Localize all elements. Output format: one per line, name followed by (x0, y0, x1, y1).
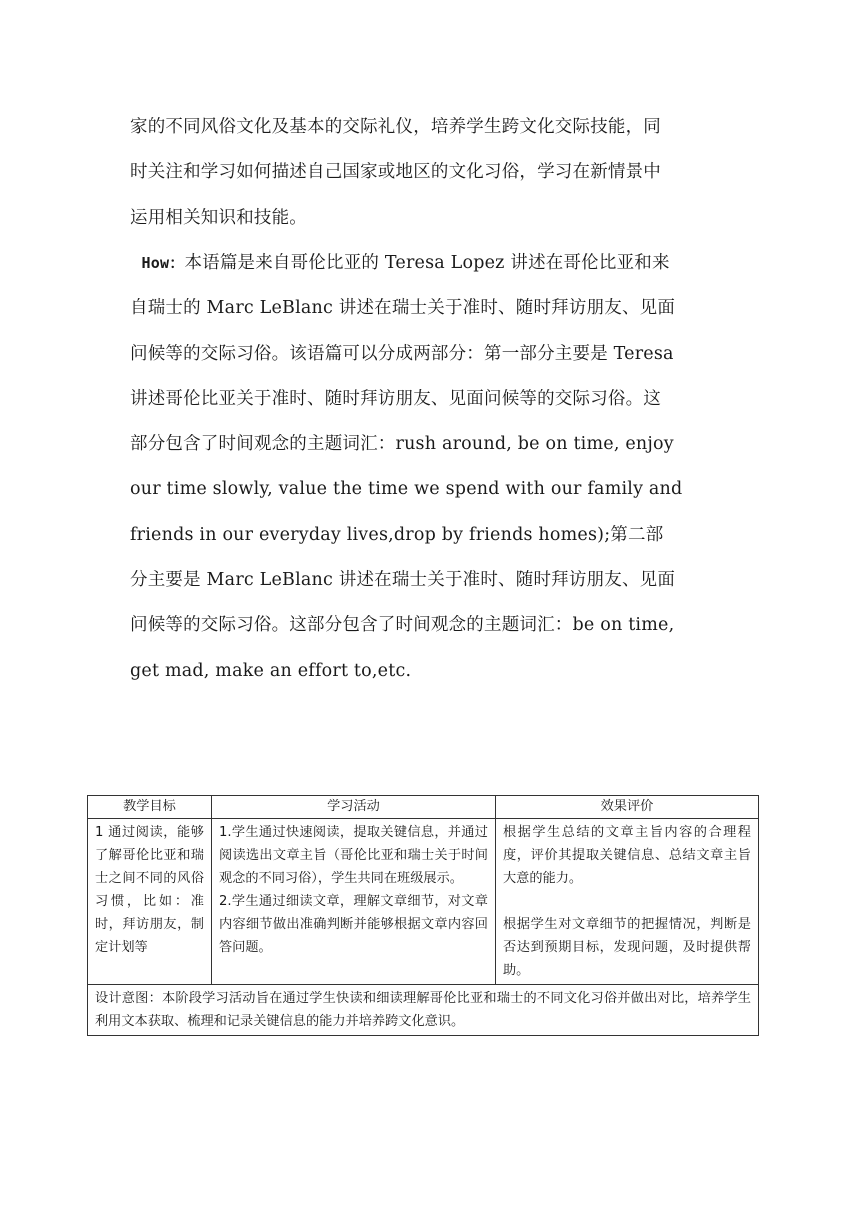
spacer (503, 890, 751, 913)
evaluations-cell (496, 819, 759, 985)
how-label: How： (141, 254, 185, 272)
header-teaching-objective: 教学目标 (88, 796, 212, 819)
objective-cell: 1 通过阅读，能够了解哥伦比亚和瑞士之间不同的风俗习惯，比如：准时，拜访朋友，制定计划等 (88, 819, 212, 985)
text-line: get mad, make an effort to,etc. (130, 660, 412, 681)
text-line: 分主要是 Marc LeBlanc 讲述在瑞士关于准时、随时拜访朋友、见面 (130, 570, 676, 591)
activity-item: 2.学生通过细读文章，理解文章细节，对文章内容细节做出准确判断并能够根据文章内容回答问题。 (219, 894, 488, 955)
design-intent-cell: 设计意图：本阶段学习活动旨在通过学生快读和细读理解哥伦比亚和瑞士的不同文化习俗并做出对比，培养学生利用文本获取、梳理和记录关键信息的能力并培养跨文化意识。 (88, 985, 759, 1036)
text-line: 问候等的交际习俗。该语篇可以分成两部分：第一部分主要是 Teresa (130, 343, 674, 364)
activity-item: 1.学生通过快速阅读，提取关键信息，并通过阅读选出文章主旨（哥伦比亚和瑞士关于时间观念的不同习俗），学生共同在班级展示。 (219, 825, 488, 886)
table-row-design-intent (88, 985, 759, 1036)
text-line: 时关注和学习如何描述自己国家或地区的文化习俗，学习在新情景中 (130, 162, 661, 183)
text-line: 家的不同风俗文化及基本的交际礼仪，培养学生跨文化交际技能，同 (130, 117, 661, 137)
lesson-plan-table (87, 795, 759, 1036)
evaluation-item: 根据学生总结的文章主旨内容的合理程度，评价其提取关键信息、总结文章主旨大意的能力。 (503, 825, 751, 886)
header-learning-activity: 学习活动 (212, 796, 496, 819)
text-line: 问候等的交际习俗。这部分包含了时间观念的主题词汇：be on time, (130, 615, 675, 636)
text-line: 自瑞士的 Marc LeBlanc 讲述在瑞士关于准时、随时拜访朋友、见面 (130, 298, 676, 319)
text-line: our time slowly, value the time we spend with our family and (130, 479, 683, 500)
header-effect-evaluation: 效果评价 (496, 796, 759, 819)
text-line (130, 241, 732, 286)
table-header-row (88, 796, 759, 819)
text-line: friends in our everyday lives,drop by friends homes);第二部 (130, 524, 664, 545)
text-line: 讲述哥伦比亚关于准时、随时拜访朋友、见面问候等的交际习俗。这 (130, 388, 661, 409)
text-line: 运用相关知识和技能。 (130, 207, 307, 228)
activities-cell (212, 819, 496, 985)
text-line: 部分包含了时间观念的主题词汇：rush around, be on time, enjoy (130, 434, 674, 455)
text-line-content: 本语篇是来自哥伦比亚的 Teresa Lopez 讲述在哥伦比亚和来 (184, 253, 670, 273)
table-row (88, 819, 759, 985)
paragraph-culture-goals (130, 105, 732, 241)
paragraph-how-analysis (130, 241, 732, 694)
evaluation-item: 根据学生对文章细节的把握情况，判断是否达到预期目标，发现问题，及时提供帮助。 (503, 917, 751, 978)
